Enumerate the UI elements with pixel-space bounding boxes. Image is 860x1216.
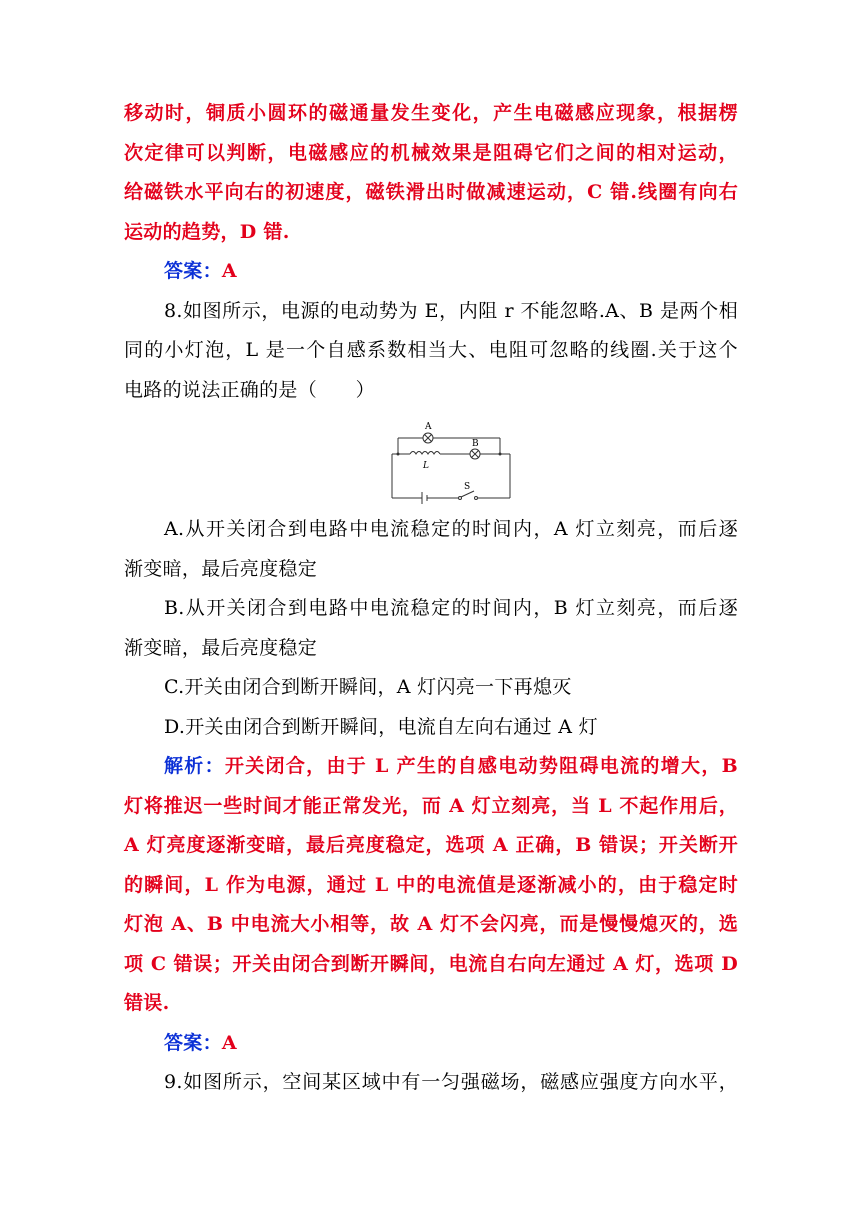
switch-label: S bbox=[464, 482, 471, 492]
option-line: 渐变暗，最后亮度稳定 bbox=[124, 636, 318, 659]
analysis-8 bbox=[124, 747, 738, 1024]
question-stem-line: 同的小灯泡，L 是一个自感系数相当大、电阻可忽略的线圈.关于这个 bbox=[124, 339, 738, 361]
analysis-text: 开关闭合，由于 L 产生的自感电动势阻碍电流的增大，B bbox=[224, 755, 738, 777]
circuit-diagram bbox=[386, 418, 516, 504]
lamp-b-label: B bbox=[472, 439, 479, 449]
inductor-label: L bbox=[423, 461, 429, 471]
circuit-figure bbox=[124, 410, 738, 510]
analysis-line: 灯将推迟一些时间才能正常发光，而 A 灯立刻亮，当 L 不起作用后， bbox=[124, 794, 738, 817]
option-b bbox=[124, 589, 738, 668]
analysis-line bbox=[124, 747, 738, 787]
answer-value: A bbox=[221, 1031, 237, 1054]
question-8 bbox=[124, 292, 738, 1064]
analysis-label: 解析： bbox=[164, 755, 225, 777]
option-c bbox=[124, 668, 738, 708]
option-a bbox=[124, 510, 738, 589]
analysis-line: 灯泡 A、B 中电流大小相等，故 A 灯不会闪亮，而是慢慢熄灭的，选 bbox=[124, 913, 738, 935]
lamp-a-label: A bbox=[425, 422, 432, 432]
prev-analysis-continuation bbox=[124, 94, 738, 252]
analysis-line: 运动的趋势，D 错. bbox=[124, 220, 290, 243]
question-stem-line: 电路的说法正确的是（ ） bbox=[124, 378, 375, 401]
option-line: A.从开关闭合到电路中电流稳定的时间内，A 灯立刻亮，而后逐 bbox=[164, 518, 738, 540]
question-9 bbox=[124, 1063, 738, 1103]
answer-label: 答案： bbox=[164, 260, 222, 282]
question-stem-line: 9.如图所示，空间某区域中有一匀强磁场，磁感应强度方向水平， bbox=[164, 1071, 738, 1093]
analysis-line: A 灯亮度逐渐变暗，最后亮度稳定，选项 A 正确，B 错误；开关断开 bbox=[124, 834, 738, 856]
analysis-line: 移动时，铜质小圆环的磁通量发生变化，产生电磁感应现象，根据楞 bbox=[124, 102, 738, 124]
analysis-line: 的瞬间，L 作为电源，通过 L 中的电流值是逐渐减小的，由于稳定时 bbox=[124, 873, 738, 896]
answer-value: A bbox=[221, 260, 237, 282]
option-d bbox=[124, 708, 738, 748]
answer-8 bbox=[124, 1024, 738, 1064]
answer-label: 答案： bbox=[164, 1031, 222, 1054]
option-line: B.从开关闭合到电路中电流稳定的时间内，B 灯立刻亮，而后逐 bbox=[164, 597, 738, 619]
analysis-line: 错误. bbox=[124, 992, 170, 1014]
option-line: C.开关由闭合到断开瞬间，A 灯闪亮一下再熄灭 bbox=[164, 676, 572, 698]
document-page bbox=[124, 94, 738, 1103]
question-stem-line: 8.如图所示，电源的电动势为 E，内阻 r 不能忽略.A、B 是两个相 bbox=[164, 299, 738, 322]
analysis-line: 给磁铁水平向右的初速度，磁铁滑出时做减速运动，C 错.线圈有向右 bbox=[124, 181, 738, 203]
option-line: D.开关由闭合到断开瞬间，电流自左向右通过 A 灯 bbox=[164, 715, 598, 738]
option-line: 渐变暗，最后亮度稳定 bbox=[124, 557, 318, 580]
answer-7 bbox=[124, 252, 738, 292]
analysis-line: 项 C 错误；开关由闭合到断开瞬间，电流自右向左通过 A 灯，选项 D bbox=[124, 952, 738, 975]
analysis-line: 次定律可以判断，电磁感应的机械效果是阻碍它们之间的相对运动， bbox=[124, 141, 738, 164]
